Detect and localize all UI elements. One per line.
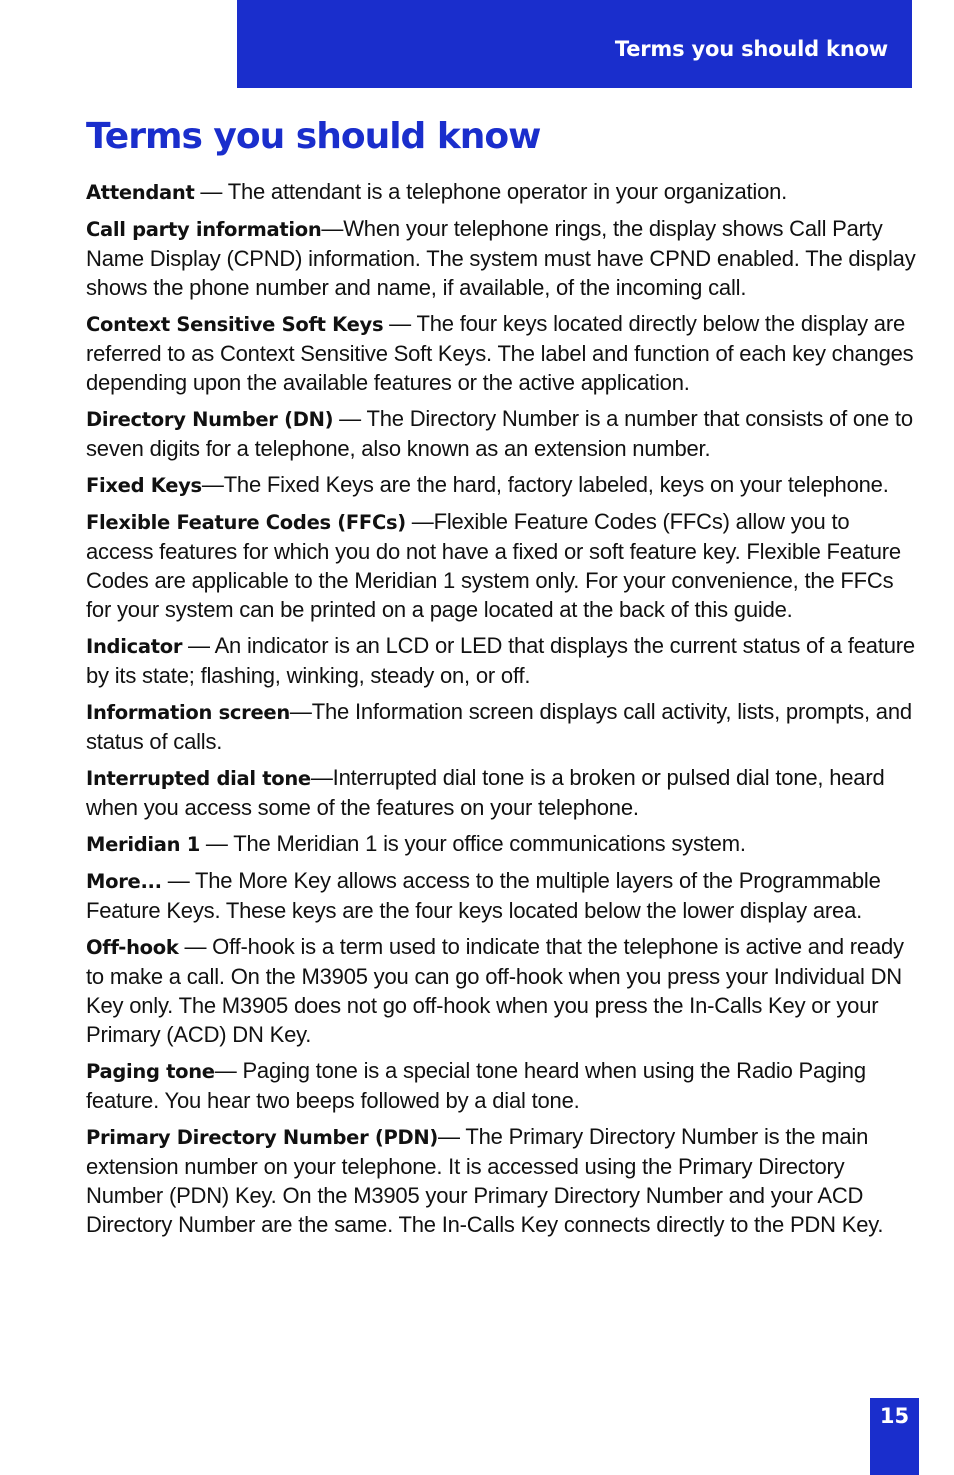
term-definition: The Meridian 1 is your office communications system. <box>233 831 746 856</box>
term-definition: The four keys located directly below the display are referred to as Context Sensitive Soft Keys. The label and function of each key changes depending upon the available features or the active application. <box>86 311 914 395</box>
term-entry <box>86 631 916 690</box>
term-separator: — <box>289 699 312 724</box>
term-definition: When your telephone rings, the display shows Call Party Name Display (CPND) information. The system must have CPND enabled. The display shows the phone number and name, if available, of the incoming call. <box>86 216 916 300</box>
term-definition: Off-hook is a term used to indicate that the telephone is active and ready to make a call. On the M3905 you can go off-hook when you press your Individual DN Key only. The M3905 does not go off-hook when you press the In-Calls Key or your Primary (ACD) DN Key. <box>86 934 904 1047</box>
term-entry <box>86 1122 916 1239</box>
term-definition: The Fixed Keys are the hard, factory labeled, keys on your telephone. <box>223 472 889 497</box>
term-entry <box>86 932 916 1049</box>
term-name: Interrupted dial tone <box>86 767 311 790</box>
term-definition: The Information screen displays call activity, lists, prompts, and status of calls. <box>86 699 912 754</box>
term-entry <box>86 507 916 624</box>
term-entry <box>86 309 916 397</box>
term-entry <box>86 829 916 859</box>
term-definition: Interrupted dial tone is a broken or pulsed dial tone, heard when you access some of the features on your telephone. <box>86 765 885 820</box>
term-separator: — <box>178 934 213 959</box>
term-name: Information screen <box>86 701 290 724</box>
term-entry <box>86 214 916 302</box>
running-header-title: Terms you should know <box>614 37 888 61</box>
term-name: Primary Directory Number (PDN) <box>86 1126 439 1149</box>
term-separator: — <box>321 216 344 241</box>
term-name: Context Sensitive Soft Keys <box>86 313 384 336</box>
page-title: Terms you should know <box>86 116 541 157</box>
term-separator: — <box>182 633 215 658</box>
term-entry <box>86 470 916 500</box>
term-separator: — <box>383 311 417 336</box>
term-definition: The Primary Directory Number is the main extension number on your telephone. It is accessed using the Primary Directory Number (PDN) Key. On the M3905 your Primary Directory Number and your ACD Directory Number are the same. The In-Calls Key connects directly to the PDN Key. <box>86 1124 884 1237</box>
term-definition: The attendant is a telephone operator in your organization. <box>227 179 788 204</box>
term-separator: — <box>405 509 434 534</box>
page-number-box <box>870 1398 919 1475</box>
term-separator: — <box>214 1058 243 1083</box>
term-name: Off-hook <box>86 936 179 959</box>
term-definition: The Directory Number is a number that consists of one to seven digits for a telephone, also known as an extension number. <box>86 406 913 461</box>
header-band <box>237 0 912 88</box>
term-entry <box>86 763 916 822</box>
term-name: Attendant <box>86 181 195 204</box>
term-name: Fixed Keys <box>86 474 202 497</box>
term-separator: — <box>333 406 367 431</box>
term-separator: — <box>194 179 228 204</box>
term-entry <box>86 697 916 756</box>
term-definition: The More Key allows access to the multiple layers of the Programmable Feature Keys. These keys are the four keys located below the lower display area. <box>86 868 881 923</box>
term-name: Call party information <box>86 218 322 241</box>
term-name: Meridian 1 <box>86 833 200 856</box>
term-separator: — <box>199 831 234 856</box>
term-definition: Paging tone is a special tone heard when using the Radio Paging feature. You hear two beeps followed by a dial tone. <box>86 1058 866 1113</box>
term-definition: An indicator is an LCD or LED that displays the current status of a feature by its state; flashing, winking, steady on, or off. <box>86 633 915 688</box>
term-name: Indicator <box>86 635 183 658</box>
term-separator: — <box>201 472 224 497</box>
term-entry <box>86 866 916 925</box>
term-separator: — <box>161 868 196 893</box>
term-definition: Flexible Feature Codes (FFCs) allow you to access features for which you do not have a fixed or soft feature key. Flexible Feature Codes are applicable to the Meridian 1 system only. For your convenience, the FFCs for your system can be printed on a page located at the back of this guide. <box>86 509 901 622</box>
term-separator: — <box>310 765 333 790</box>
terms-list <box>86 177 916 1246</box>
term-entry <box>86 404 916 463</box>
term-name: Directory Number (DN) <box>86 408 334 431</box>
page-number: 15 <box>879 1404 910 1428</box>
term-entry <box>86 177 916 207</box>
term-name: Paging tone <box>86 1060 215 1083</box>
term-name: Flexible Feature Codes (FFCs) <box>86 511 406 534</box>
term-entry <box>86 1056 916 1115</box>
term-separator: — <box>438 1124 466 1149</box>
term-name: More... <box>86 870 162 893</box>
